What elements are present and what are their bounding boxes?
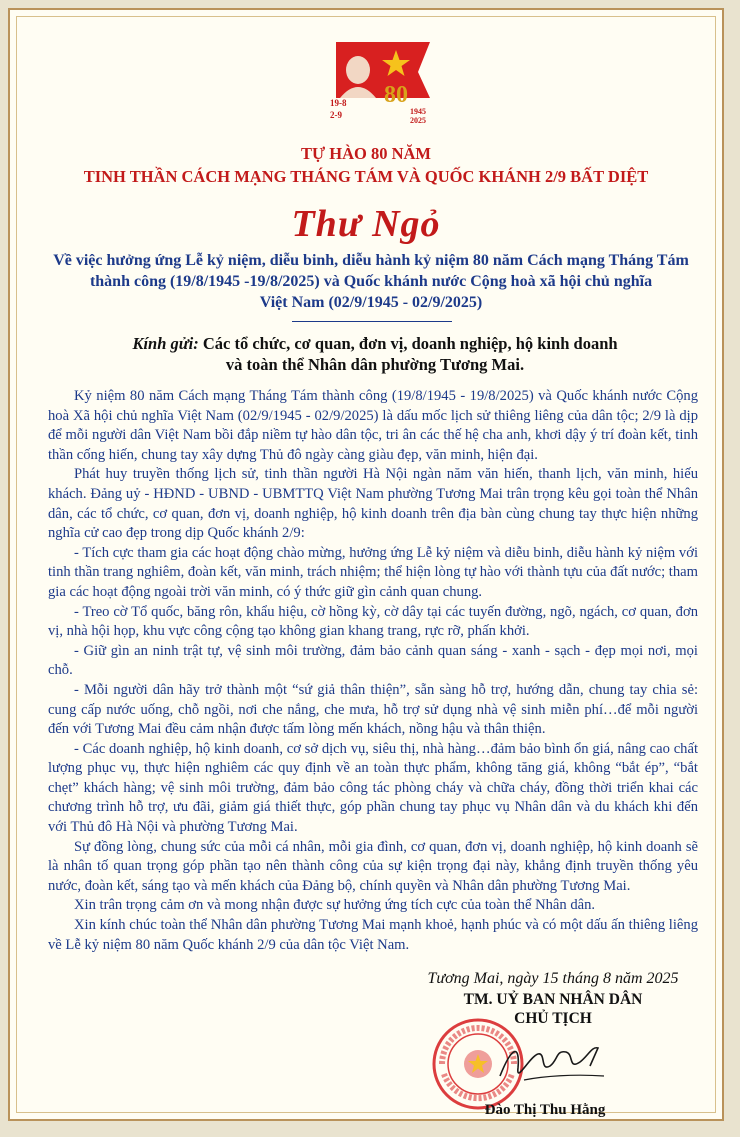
body-paragraph: - Các doanh nghiệp, hộ kinh doanh, cơ sở dịch vụ, siêu thị, nhà hàng…đảm bảo bình ổn giá, nâng cao chất lượng phục vụ, thực hiện nghiêm các quy định về an toàn thực phẩm, không tăng giá, không “bắt ép”, “bắt chẹt” khách hàng; vệ sinh môi trường, đảm bảo công tác phòng cháy và chữa cháy, đồng thời triển khai các chương trình hỗ trợ, ưu đãi, giảm giá thiết thực, góp phần chung tay phục vụ Nhân dân và du khách khi đến với Thủ đô Hà Nội và phường Tương Mai. xyxy=(48,740,698,836)
greeting-line-1: Các tổ chức, cơ quan, đơn vị, doanh nghiệp, hộ kinh doanh xyxy=(198,334,618,353)
org-line-1: TM. UỶ BAN NHÂN DÂN xyxy=(463,991,643,1008)
body-paragraph: - Mỗi người dân hãy trở thành một “sứ giả thân thiện”, sẵn sàng hỗ trợ, hướng dẫn, chung tay chia sẻ: cung cấp nước uống, chỗ ngồi, nơi che nắng, che mưa, hỗ trợ sử dụng nhà vệ sinh miễn phí…để mỗi người đến với Tương Mai đều cảm nhận được tấm lòng mến khách, nồng hậu và thân thiện. xyxy=(48,681,698,738)
body-paragraph: - Giữ gìn an ninh trật tự, vệ sinh môi trường, đảm bảo cảnh quan sáng - xanh - sạch - đẹp mọi nơi, mọi chỗ. xyxy=(48,642,698,679)
signer-name: Đào Thị Thu Hằng xyxy=(484,1102,606,1118)
body-paragraph: - Tích cực tham gia các hoạt động chào mừng, hưởng ứng Lễ kỷ niệm và diễu binh, diễu hành kỷ niệm với tinh thần trang nghiêm, đoàn kết, văn minh, trách nhiệm; thể hiện lòng tự hào với thành tựu của đất nước; tham gia các hoạt động ngoài trời văn minh, có ý thức giữ gìn cảnh quan chung. xyxy=(48,544,698,600)
handwritten-signature xyxy=(494,1036,614,1094)
emblem-date-top: 19-8 xyxy=(330,98,347,108)
emblem-year-end: 2025 xyxy=(410,116,426,125)
letter-body xyxy=(48,387,698,955)
body-paragraph: Phát huy truyền thống lịch sử, tinh thần người Hà Nội ngàn năm văn hiến, thanh lịch, văn minh, hiếu khách. Đảng uỷ - HĐND - UBND - UBMTTQ Việt Nam phường Tương Mai trân trọng kêu gọi toàn thể Nhân dân, các tổ chức, cơ quan, đơn vị, doanh nghiệp, hộ kinh doanh trên địa bàn cùng chung tay thực hiện những nghĩa cử cao đẹp trong dịp Quốc khánh 2/9: xyxy=(48,466,698,542)
place-date: Tương Mai, ngày 15 tháng 8 năm 2025 xyxy=(427,970,679,987)
subject-line-1: Về việc hưởng ứng Lễ kỷ niệm, diễu binh, diễu hành kỷ niệm 80 năm Cách mạng Tháng Tám xyxy=(53,252,689,269)
greeting xyxy=(80,333,670,375)
emblem-date-bottom: 2-9 xyxy=(330,110,342,120)
divider xyxy=(292,321,452,322)
emblem-graphic xyxy=(326,36,438,126)
letter-title: Thư Ngỏ xyxy=(291,203,441,245)
tagline-line-1: TỰ HÀO 80 NĂM xyxy=(300,144,431,163)
anniversary-emblem xyxy=(326,36,438,126)
emblem-year-start: 1945 xyxy=(410,107,426,116)
body-paragraph: Kỷ niệm 80 năm Cách mạng Tháng Tám thành công (19/8/1945 - 19/8/2025) và Quốc khánh nước Cộng hoà Xã hội chủ nghĩa Việt Nam (02/9/1945 - 02/9/2025) là dấu mốc lịch sử thiêng liêng của dân tộc; 2/9 là dịp để mỗi người dân Việt Nam bồi đắp niềm tự hào dân tộc, tri ân các thế hệ cha anh, khơi dậy ý trí đoàn kết, tinh thần cống hiến, chung tay xây dựng Thủ đô ngày càng giàu đẹp, văn minh, hiện đại. xyxy=(48,388,698,463)
org-line-2: CHỦ TỊCH xyxy=(514,1010,592,1027)
greeting-line-2: và toàn thể Nhân dân phường Tương Mai. xyxy=(225,355,525,374)
subject-line-3: Việt Nam (02/9/1945 - 02/9/2025) xyxy=(259,294,483,311)
greeting-lead: Kính gửi: xyxy=(132,334,199,353)
subject-line-2: thành công (19/8/1945 -19/8/2025) và Quốc khánh nước Cộng hoà xã hội chủ nghĩa xyxy=(89,273,653,290)
body-paragraph: Xin trân trọng cảm ơn và mong nhận được sự hưởng ứng tích cực của toàn thể Nhân dân. xyxy=(74,897,596,914)
tagline-line-2: TINH THẦN CÁCH MẠNG THÁNG TÁM VÀ QUỐC KHÁNH 2/9 BẤT DIỆT xyxy=(83,167,649,186)
emblem-number: 80 xyxy=(384,82,408,108)
letter-page xyxy=(8,8,724,1121)
body-paragraph: - Treo cờ Tổ quốc, băng rôn, khẩu hiệu, cờ hồng kỳ, cờ dây tại các tuyến đường, ngõ, ngách, cơ quan, đơn vị, nhà hội họp, khu vực công cộng tạo không gian khang trang, rực rỡ, phấn khởi. xyxy=(48,603,698,640)
body-paragraph: Sự đồng lòng, chung sức của mỗi cá nhân, mỗi gia đình, cơ quan, đơn vị, doanh nghiệp, hộ kinh doanh sẽ là nhân tố quan trọng góp phần tạo nên thành công của sự kiện trọng đại này, khẳng định truyền thống yêu nước, đoàn kết, sáng tạo và mến khách của Đảng bộ, chính quyền và Nhân dân phường Tương Mai. xyxy=(48,838,698,894)
letter-subject xyxy=(46,250,696,313)
body-paragraph: Xin kính chúc toàn thể Nhân dân phường Tương Mai mạnh khoẻ, hạnh phúc và có một dấu ấn thiêng liêng về Lễ kỷ niệm 80 năm Quốc khánh 2/9 của dân tộc Việt Nam. xyxy=(48,917,698,953)
portrait-head xyxy=(346,56,370,84)
